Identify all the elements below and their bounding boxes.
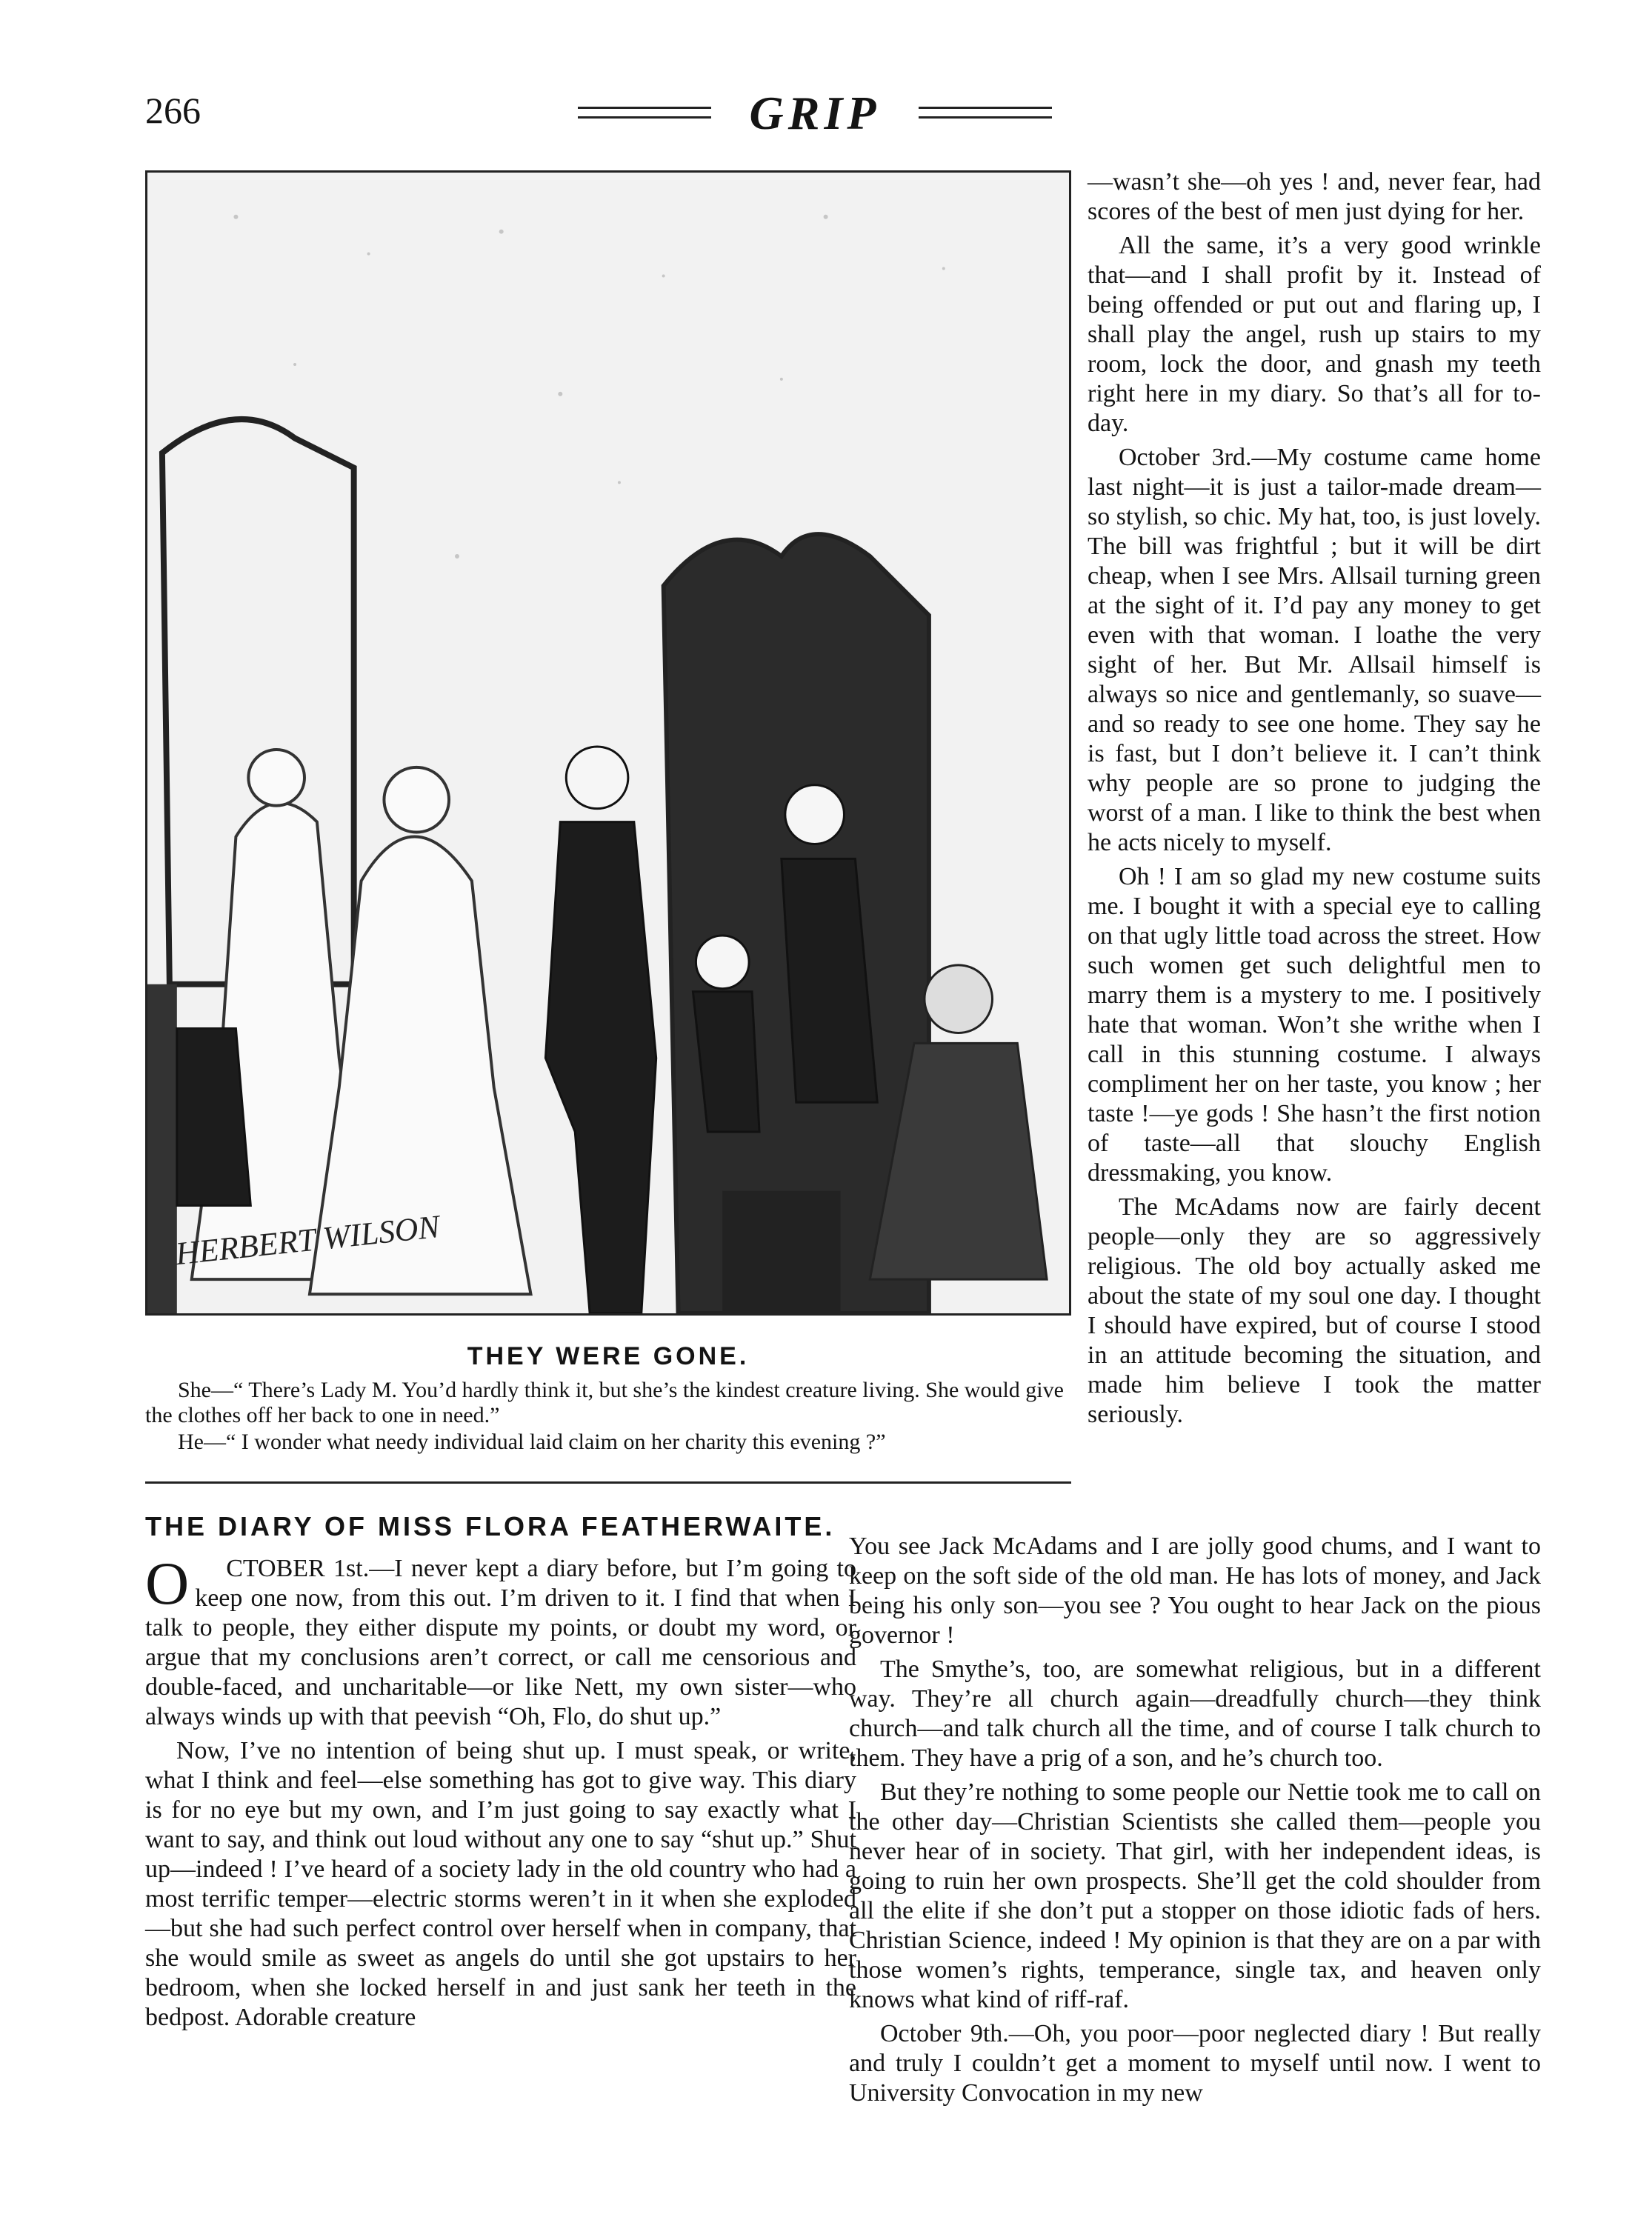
article-left-column <box>145 1550 856 2037</box>
article-title: THE DIARY OF MISS FLORA FEATHERWAITE. <box>145 1511 836 1541</box>
drop-cap: O <box>145 1550 190 1617</box>
paragraph: October 3rd.—My costume came home last night—it is just a tailor-made dream—so stylish, so chic. My hat, too, is just lovely. The bill was frightful ; but it will be dirt cheap, when I see Mrs. Allsail turning green at the sight of it. I’d pay any money to get even with that woman. I loathe the very sight of her. But Mr. Allsail himself is always so nice and gentlemanly, so suave—and so ready to see one home. They say he is fast, but I don’t believe it. I can’t think why people are so prone to judging the worst of a man. I like to think the best when he acts nicely to myself. <box>1088 444 1541 856</box>
paragraph: All the same, it’s a very good wrinkle that—and I shall profit by it. Instead of being offended or put out and flaring up, I shall play the angel, rush up stairs to my room, lock the door, and gnash my teeth right here in my diary. So that’s all for to-day. <box>1088 232 1541 437</box>
caption-title: THEY WERE GONE. <box>467 1342 750 1370</box>
paragraph: O CTOBER 1st.—I never kept a diary before, but I’m going to keep one now, from this out. I’m driven to it. I find that when I talk to people, they either dispute my points, or doubt my word, or argue that my conclusions aren’t correct, or call me censorious and double-faced, and uncharitable—or like Nett, my own sister—who always winds up with that peevish “Oh, Flo, do shut up.” <box>145 1554 856 1732</box>
caption-divider <box>145 1481 1071 1484</box>
caption-she: She—“ There’s Lady M. You’d hardly think it, but she’s the kindest creature living. She would give the clothes off her back to one in need.” <box>145 1378 1064 1427</box>
article-right-column-wide <box>849 1532 1541 2113</box>
ballroom-drawing <box>147 173 1069 1313</box>
paragraph: Oh ! I am so glad my new costume suits me. I bought it with a special eye to calling on that ugly little toad across the street. How such women get such delightful men to marry them is a mystery to me. I positively hate that woman. Won’t she writhe when I call in this stunning costume. I always compliment her on her taste, you know ; her taste !—ye gods ! She hasn’t the first notion of taste—all that slouchy English dressmaking, you know. <box>1088 863 1541 1187</box>
paragraph: You see Jack McAdams and I are jolly good chums, and I want to keep on the soft side of the old man. He has lots of money, and Jack being his only son—you see ? You ought to hear Jack on the pious governor ! <box>849 1533 1541 1649</box>
caption-he: He—“ I wonder what needy individual laid claim on her charity this evening ?” <box>178 1430 886 1454</box>
masthead-title: GRIP <box>749 87 881 139</box>
paragraph: —wasn’t she—oh yes ! and, never fear, had scores of the best of men just dying for her. <box>1088 168 1541 225</box>
paragraph: The McAdams now are fairly decent people—only they are so aggressively religious. The old boy actually asked me about the state of my soul one day. I thought I should have expired, but of course I stood in an attitude becoming the situation, and made him believe I took the matter seriously. <box>1088 1193 1541 1428</box>
paragraph: The Smythe’s, too, are somewhat religious, but in a different way. They’re all church again—dreadfully church—they think church—and talk church all the time, and of course I talk church to them. They have a prig of a son, and he’s church too. <box>849 1656 1541 1772</box>
ballroom-illustration <box>145 170 1071 1316</box>
paragraph: October 9th.—Oh, you poor—poor neglected diary ! But really and truly I couldn’t get a moment to myself until now. I went to University Convocation in my new <box>849 2020 1541 2107</box>
masthead <box>578 86 1052 138</box>
artist-signature: HERBERT WILSON <box>173 1209 442 1273</box>
paragraph: Now, I’ve no intention of being shut up. I must speak, or write, what I think and feel—else something has got to give way. This diary is for no eye but my own, and I’m just going to say exactly what I want to say, and think out loud without any one to say “shut up.” Shut up—indeed ! I’ve heard of a society lady in the old country who had a most terrific temper—electric storms weren’t in it when she exploded—but she had such perfect control over herself when in company, that she would smile as sweet as angels do until she got upstairs to her bedroom, when she locked herself in and just sank her teeth in the bedpost. Adorable creature <box>145 1737 856 2031</box>
masthead-rule-right <box>919 107 1052 119</box>
masthead-rule-left <box>578 107 711 119</box>
page-number: 266 <box>145 90 201 131</box>
article-right-column <box>1088 167 1541 1434</box>
paragraph: But they’re nothing to some people our Nettie took me to call on the other day—Christian Scientists she called them—people you never hear of in society. That girl, with her independent ideas, is going to ruin her own prospects. She’ll get the cold shoulder from all the elite if she don’t put a stopper on those idiotic fads of hers. Christian Science, indeed ! My opinion is that they are on a par with those women’s rights, temperance, single tax, and heaven only knows what kind of riff-raf. <box>849 1778 1541 2013</box>
